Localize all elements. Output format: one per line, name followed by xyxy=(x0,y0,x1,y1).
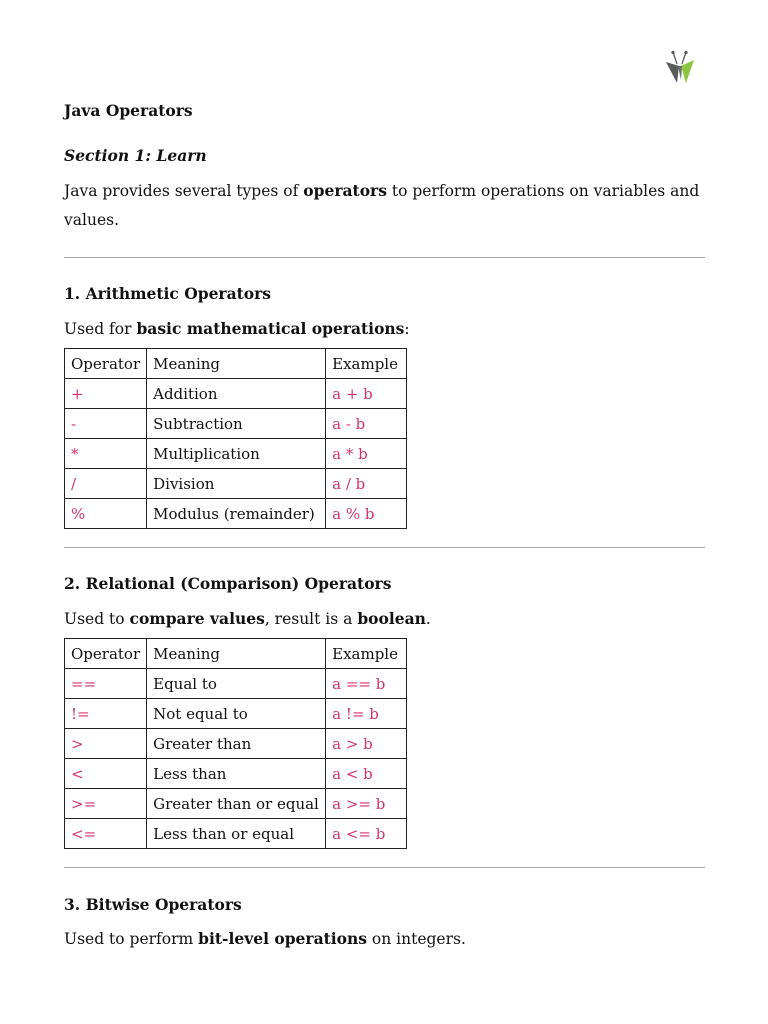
arithmetic-description: Used for basic mathematical operations: xyxy=(64,319,410,338)
relational-heading: 2. Relational (Comparison) Operators xyxy=(64,574,392,593)
meaning-cell: Modulus (remainder) xyxy=(147,499,326,529)
bitwise-description: Used to perform bit-level operations on integers. xyxy=(64,929,466,948)
table-row xyxy=(65,379,407,409)
example-cell: a > b xyxy=(326,729,407,759)
meaning-cell: Less than or equal xyxy=(147,819,326,849)
operator-cell: / xyxy=(65,469,147,499)
meaning-cell: Not equal to xyxy=(147,699,326,729)
operator-cell: == xyxy=(65,669,147,699)
example-cell: a < b xyxy=(326,759,407,789)
operator-cell: < xyxy=(65,759,147,789)
operator-cell: >= xyxy=(65,789,147,819)
meaning-cell: Subtraction xyxy=(147,409,326,439)
operator-cell: % xyxy=(65,499,147,529)
column-header: Meaning xyxy=(147,639,326,669)
example-cell: a <= b xyxy=(326,819,407,849)
table-row xyxy=(65,789,407,819)
example-cell: a / b xyxy=(326,469,407,499)
table-row xyxy=(65,409,407,439)
example-cell: a * b xyxy=(326,439,407,469)
table-row xyxy=(65,819,407,849)
example-cell: a - b xyxy=(326,409,407,439)
meaning-cell: Less than xyxy=(147,759,326,789)
table-row xyxy=(65,499,407,529)
table-header-row xyxy=(65,639,407,669)
example-cell: a % b xyxy=(326,499,407,529)
operator-cell: > xyxy=(65,729,147,759)
column-header: Meaning xyxy=(147,349,326,379)
table-row xyxy=(65,669,407,699)
butterfly-logo-icon xyxy=(664,50,696,84)
bitwise-heading: 3. Bitwise Operators xyxy=(64,895,242,914)
column-header: Operator xyxy=(65,349,147,379)
section-heading: Section 1: Learn xyxy=(64,146,207,165)
operator-cell: + xyxy=(65,379,147,409)
divider xyxy=(64,547,705,548)
meaning-cell: Addition xyxy=(147,379,326,409)
table-row xyxy=(65,699,407,729)
page-title: Java Operators xyxy=(64,101,193,120)
table-row xyxy=(65,439,407,469)
arithmetic-table xyxy=(64,348,407,529)
intro-keyword: operators xyxy=(303,181,387,200)
table-row xyxy=(65,469,407,499)
meaning-cell: Greater than or equal xyxy=(147,789,326,819)
relational-description: Used to compare values, result is a boolean. xyxy=(64,609,431,628)
example-cell: a + b xyxy=(326,379,407,409)
meaning-cell: Equal to xyxy=(147,669,326,699)
example-cell: a >= b xyxy=(326,789,407,819)
operator-cell: != xyxy=(65,699,147,729)
operator-cell: - xyxy=(65,409,147,439)
relational-table xyxy=(64,638,407,849)
example-cell: a == b xyxy=(326,669,407,699)
example-cell: a != b xyxy=(326,699,407,729)
meaning-cell: Multiplication xyxy=(147,439,326,469)
operator-cell: * xyxy=(65,439,147,469)
table-row xyxy=(65,759,407,789)
table-header-row xyxy=(65,349,407,379)
divider xyxy=(64,257,705,258)
table-row xyxy=(65,729,407,759)
operator-cell: <= xyxy=(65,819,147,849)
divider xyxy=(64,867,705,868)
column-header: Example xyxy=(326,639,407,669)
meaning-cell: Greater than xyxy=(147,729,326,759)
intro-paragraph: Java provides several types of operators to perform operations on variables and values. xyxy=(64,181,700,229)
arithmetic-heading: 1. Arithmetic Operators xyxy=(64,284,272,303)
meaning-cell: Division xyxy=(147,469,326,499)
column-header: Example xyxy=(326,349,407,379)
column-header: Operator xyxy=(65,639,147,669)
